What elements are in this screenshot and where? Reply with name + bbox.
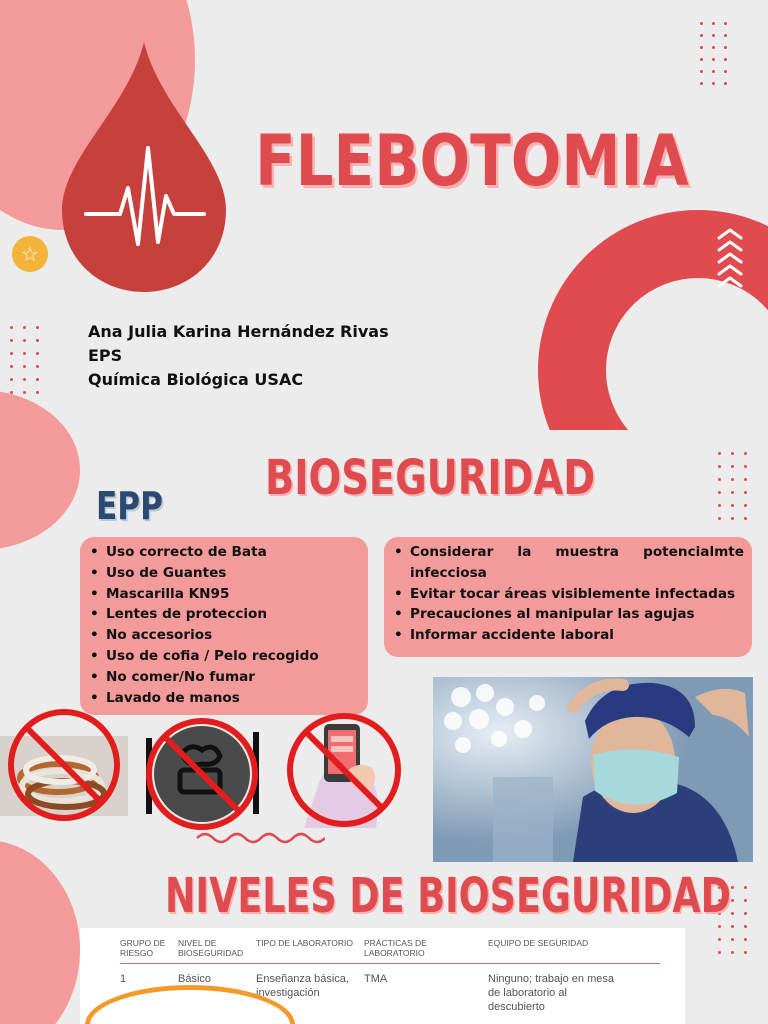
practices-list <box>392 542 744 646</box>
author-program: EPS <box>88 346 123 365</box>
epp-list-box <box>80 537 368 715</box>
decor-dots-left <box>10 326 39 394</box>
epp-list <box>88 542 360 708</box>
author-block <box>88 320 389 392</box>
table-cell: 1 <box>120 973 127 985</box>
list-item: • Evitar tocar áreas visiblemente infectadas <box>392 584 744 605</box>
no-accessories-icon <box>0 706 128 824</box>
table-header-row <box>120 938 660 964</box>
list-item: • Precauciones al manipular las agujas <box>392 604 744 625</box>
author-institution: Química Biológica USAC <box>88 370 304 389</box>
chevrons-up-icon <box>715 226 745 292</box>
list-item: • No comer/No fumar <box>88 667 360 688</box>
author-name: Ana Julia Karina Hernández Rivas <box>88 322 389 341</box>
table-header-cell: NIVEL DE BIOSEGURIDAD <box>178 938 244 958</box>
table-header-cell: TIPO DE LABORATORIO <box>256 938 353 948</box>
epp-label: EPP <box>96 484 163 528</box>
list-item: • Lavado de manos <box>88 688 360 709</box>
list-item: • Uso de Guantes <box>88 563 360 584</box>
decor-circle-mid-left <box>0 390 80 550</box>
decor-dots-top-right <box>700 22 727 85</box>
practices-list-box <box>384 537 752 657</box>
list-item: • Considerar la muestra potencialmte infecciosa <box>392 542 744 584</box>
blood-drop-heartbeat-icon <box>58 38 230 294</box>
decor-wave <box>195 828 325 848</box>
decor-dots-right <box>718 452 747 520</box>
table-cell: Ninguno; trabajo en mesa de laboratorio al descubierto <box>488 973 614 1013</box>
list-item: • No accesorios <box>88 625 360 646</box>
table-header-cell: EQUIPO DE SEGURIDAD <box>488 938 589 948</box>
list-item: • Informar accidente laboral <box>392 625 744 646</box>
table-cell: TMA <box>364 973 388 985</box>
list-item: • Lentes de proteccion <box>88 604 360 625</box>
no-eating-icon <box>140 718 265 836</box>
page-title: FLEBOTOMIA <box>255 120 689 202</box>
list-item: • Mascarilla KN95 <box>88 584 360 605</box>
star-badge-icon: ☆ <box>12 236 48 272</box>
bioseguridad-title: BIOSEGURIDAD <box>265 450 596 506</box>
table-header-cell: GRUPO DE RIESGO <box>120 938 166 958</box>
surgeon-mask-photo <box>433 677 753 862</box>
table-cell: Básico <box>178 973 212 985</box>
table-header-cell: PRÁCTICAS DE LABORATORIO <box>364 938 427 958</box>
decor-circle-bottom-left <box>0 840 80 1024</box>
table-cell: Enseñanza básica, investigación <box>256 973 349 999</box>
list-item: • Uso correcto de Bata <box>88 542 360 563</box>
no-phone-icon <box>284 710 404 830</box>
niveles-title: NIVELES DE BIOSEGURIDAD <box>165 868 731 924</box>
list-item: • Uso de cofia / Pelo recogido <box>88 646 360 667</box>
